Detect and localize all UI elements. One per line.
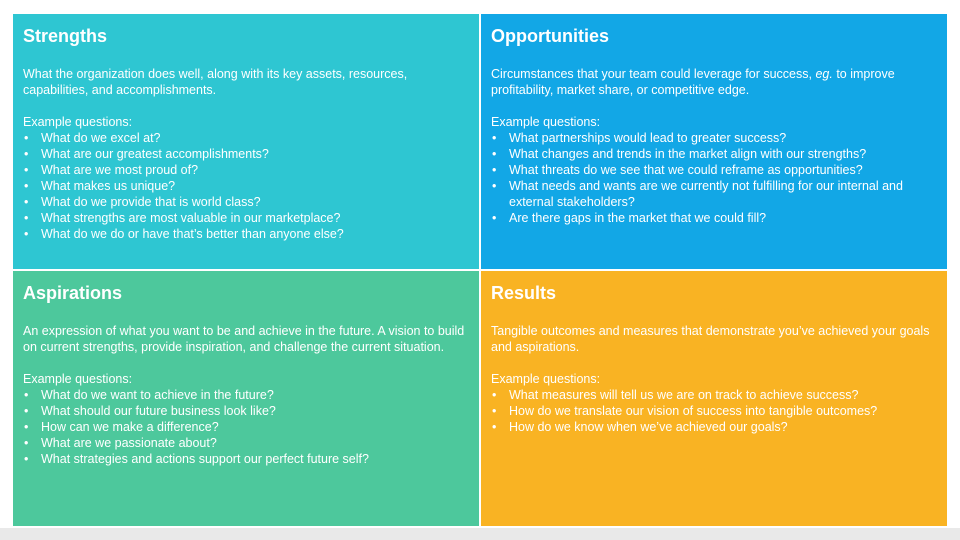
- opportunities-question-list: [491, 130, 937, 226]
- aspirations-question: • What strategies and actions support our perfect future self?: [23, 451, 469, 467]
- results-example-label: Example questions:: [491, 372, 601, 386]
- strengths-question: • What makes us unique?: [23, 178, 469, 194]
- opportunities-question: • What partnerships would lead to greater success?: [491, 130, 937, 146]
- results-question-list: [491, 387, 937, 435]
- opportunities-title: Opportunities: [491, 26, 609, 46]
- strengths-question: • What strengths are most valuable in our marketplace?: [23, 210, 469, 226]
- aspirations-example-label: Example questions:: [23, 372, 133, 386]
- aspirations-question: • What do we want to achieve in the future?: [23, 387, 469, 403]
- opportunities-question: • What needs and wants are we currently not fulfilling for our internal and external stakeholders?: [491, 178, 937, 210]
- strengths-quadrant: [13, 14, 479, 269]
- aspirations-question: • How can we make a difference?: [23, 419, 469, 435]
- opportunities-description-eg: eg.: [815, 67, 833, 81]
- strengths-example-label: Example questions:: [23, 115, 133, 129]
- opportunities-question: • What changes and trends in the market align with our strengths?: [491, 146, 937, 162]
- opportunities-description-end: to improve profitability, market share, or competitive edge.: [491, 67, 895, 97]
- aspirations-quadrant: [13, 271, 479, 526]
- opportunities-question: • Are there gaps in the market that we could fill?: [491, 210, 937, 226]
- aspirations-question: • What should our future business look like?: [23, 403, 469, 419]
- strengths-title: Strengths: [23, 26, 108, 46]
- results-question: • How do we translate our vision of success into tangible outcomes?: [491, 403, 937, 419]
- opportunities-example-label: Example questions:: [491, 115, 601, 129]
- slide-bottom-band: [0, 528, 960, 540]
- results-title: Results: [491, 283, 557, 303]
- results-quadrant: [481, 271, 947, 526]
- opportunities-description-start: Circumstances that your team could leverage for success,: [491, 67, 816, 81]
- aspirations-question-list: [23, 387, 469, 467]
- strengths-question: • What do we do or have that’s better than anyone else?: [23, 226, 469, 242]
- aspirations-description: An expression of what you want to be and achieve in the future. A vision to build on current strengths, provide inspiration, and challenge the current situation.: [23, 324, 465, 354]
- strengths-question: • What are we most proud of?: [23, 162, 469, 178]
- opportunities-description: [491, 66, 937, 98]
- opportunities-quadrant: [481, 14, 947, 269]
- aspirations-title: Aspirations: [23, 283, 123, 303]
- aspirations-question: • What are we passionate about?: [23, 435, 469, 451]
- strengths-description: What the organization does well, along with its key assets, resources, capabilities, and accomplishments.: [23, 67, 408, 97]
- opportunities-question: • What threats do we see that we could reframe as opportunities?: [491, 162, 937, 178]
- results-question: • What measures will tell us we are on track to achieve success?: [491, 387, 937, 403]
- strengths-question-list: [23, 130, 469, 242]
- strengths-question: • What do we provide that is world class?: [23, 194, 469, 210]
- results-description: Tangible outcomes and measures that demonstrate you’ve achieved your goals and aspirations.: [491, 324, 930, 354]
- strengths-question: • What do we excel at?: [23, 130, 469, 146]
- strengths-question: • What are our greatest accomplishments?: [23, 146, 469, 162]
- results-question: • How do we know when we’ve achieved our goals?: [491, 419, 937, 435]
